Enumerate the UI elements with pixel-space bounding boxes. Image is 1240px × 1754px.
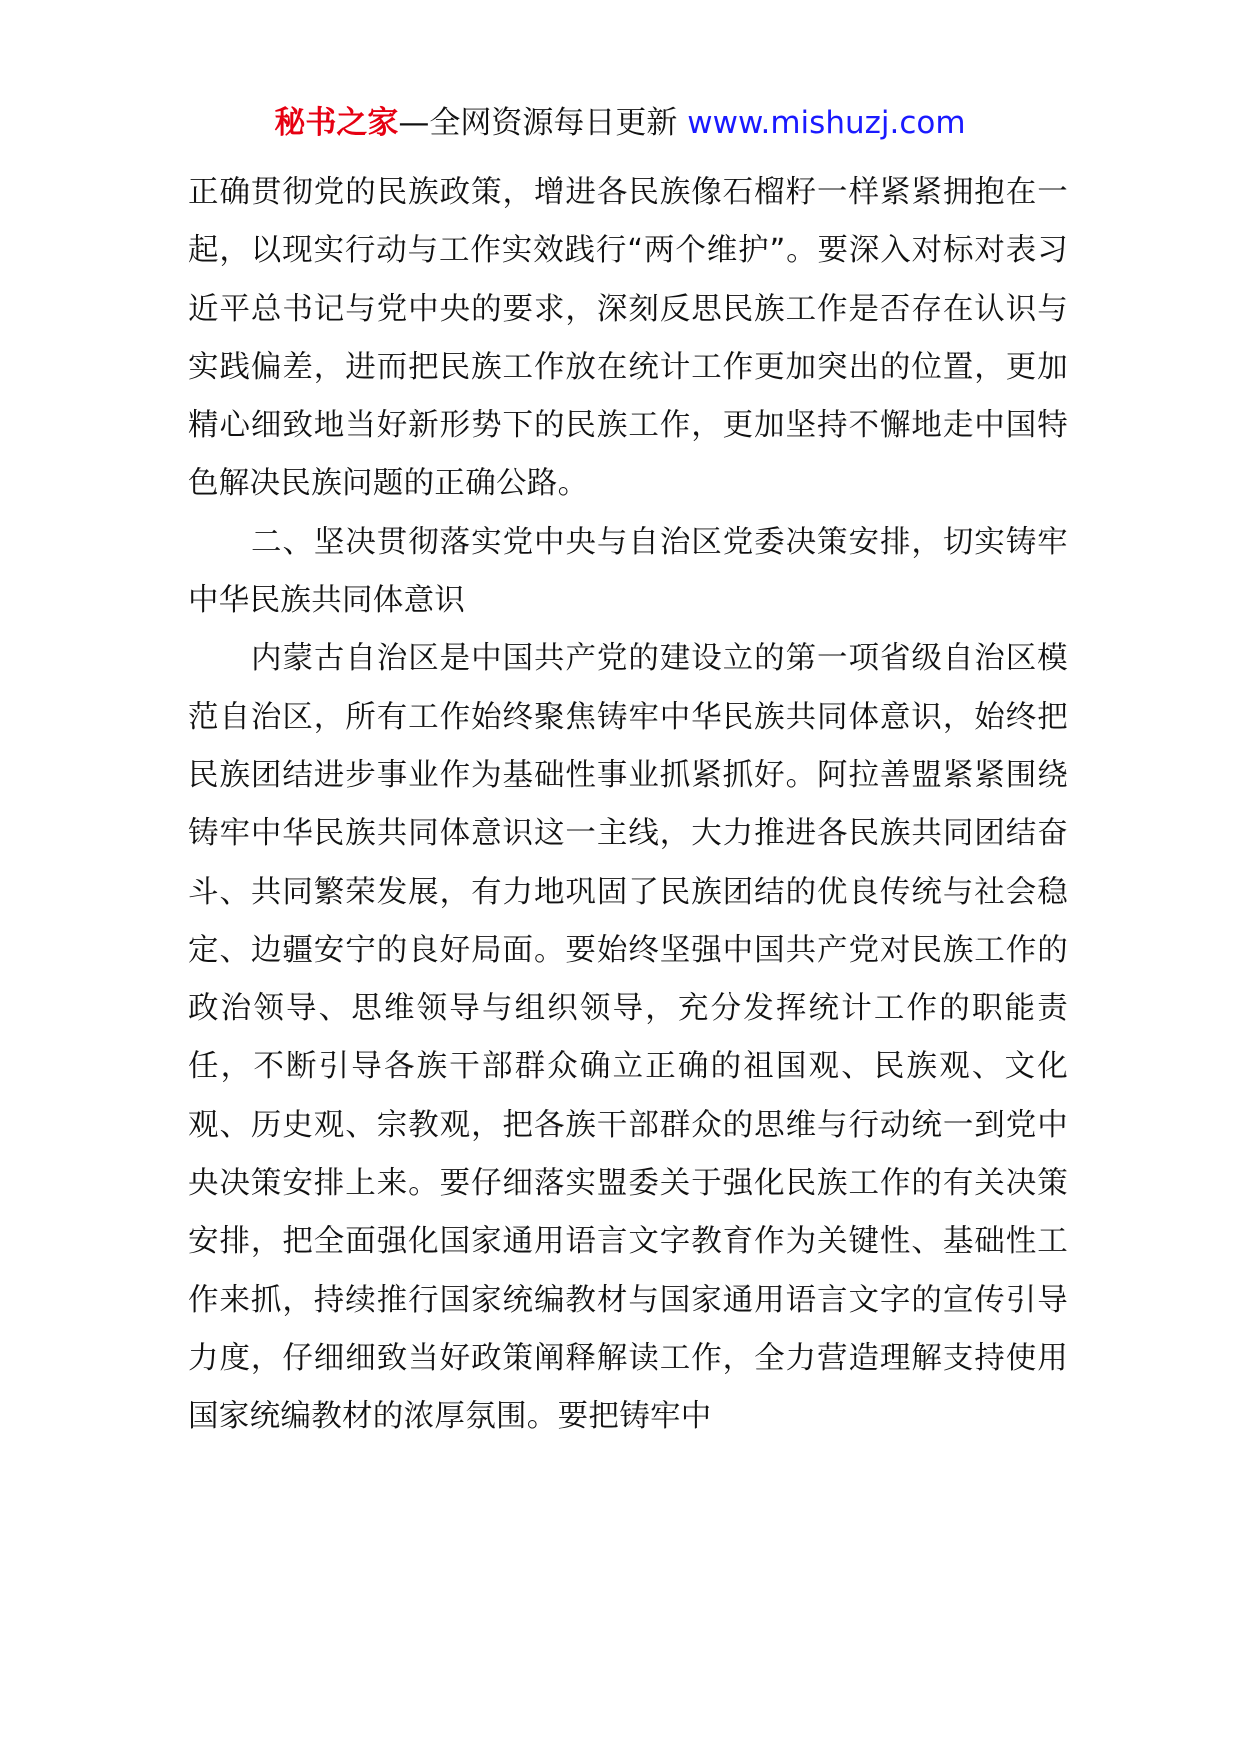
- brand-name: 秘书之家: [274, 105, 399, 141]
- paragraph-continuation: 正确贯彻党的民族政策，增进各民族像石榴籽一样紧紧拥抱在一起，以现实行动与工作实效践行“两个维护”。要深入对标对表习近平总书记与党中央的要求，深刻反思民族工作是否存在认识与实践偏差，进而把民族工作放在统计工作更加突出的位置，更加精心细致地当好新形势下的民族工作，更加坚持不懈地走中国特色解决民族问题的正确公路。: [188, 175, 1068, 502]
- website-url[interactable]: www.mishuzj.com: [687, 105, 966, 141]
- section-heading: 二、坚决贯彻落实党中央与自治区党委决策安排，切实铸牢中华民族共同体意识: [188, 524, 1068, 619]
- paragraph-body: 内蒙古自治区是中国共产党的建设立的第一项省级自治区模范自治区，所有工作始终聚焦铸牢中华民族共同体意识，始终把民族团结进步事业作为基础性事业抓紧抓好。阿拉善盟紧紧围绕铸牢中华民族共同体意识这一主线，大力推进各民族共同团结奋斗、共同繁荣发展，有力地巩固了民族团结的优良传统与社会稳定、边疆安宁的良好局面。要始终坚强中国共产党对民族工作的政治领导、思维领导与组织领导，充分发挥统计工作的职能责任，不断引导各族干部群众确立正确的祖国观、民族观、文化观、历史观、宗教观，把各族干部群众的思维与行动统一到党中央决策安排上来。要仔细落实盟委关于强化民族工作的有关决策安排，把全面强化国家通用语言文字教育作为关键性、基础性工作来抓，持续推行国家统编教材与国家通用语言文字的宣传引导力度，仔细细致当好政策阐释解读工作，全力营造理解支持使用国家统编教材的浓厚氛围。要把铸牢中: [188, 641, 1068, 1435]
- document-body: [188, 164, 1068, 1447]
- header-tagline: —全网资源每日更新: [398, 105, 688, 141]
- page-header: [0, 100, 1240, 146]
